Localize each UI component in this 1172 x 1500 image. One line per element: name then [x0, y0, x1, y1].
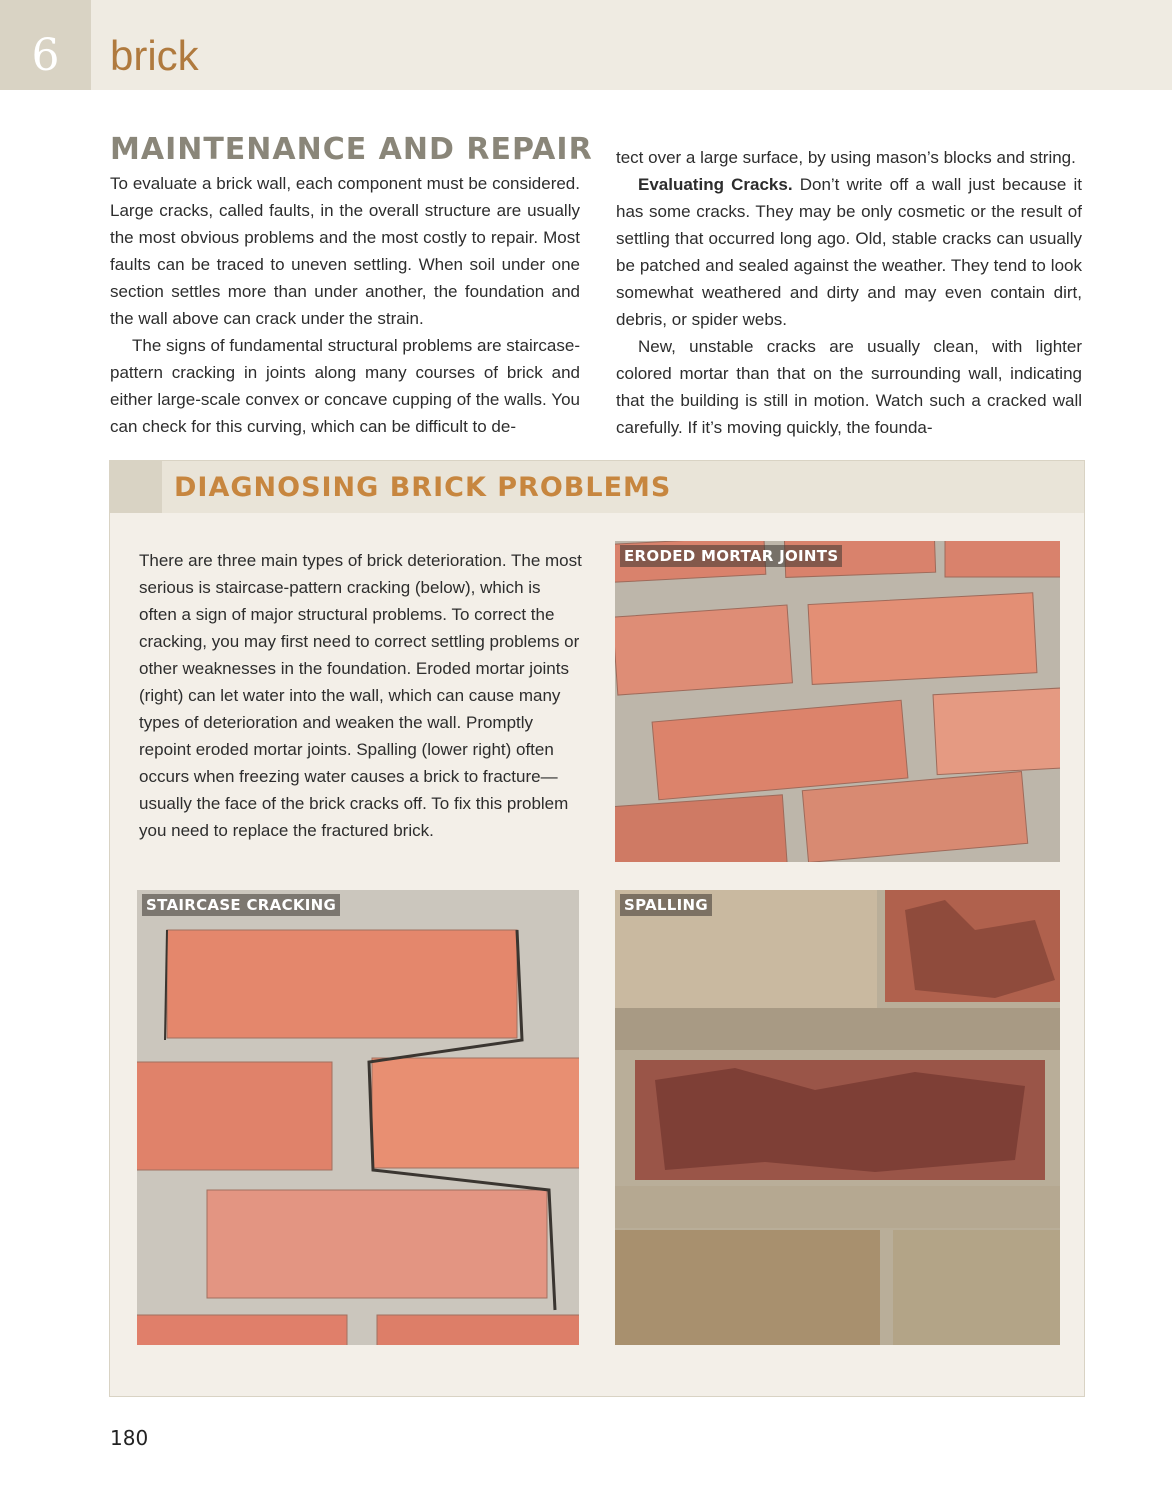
section-title: MAINTENANCE AND REPAIR	[110, 132, 593, 167]
sidebar-title: DIAGNOSING BRICK PROBLEMS	[174, 472, 672, 503]
run-in-heading: Evaluating Cracks.	[638, 175, 793, 194]
staircase-cracking-illustration	[137, 890, 579, 1345]
spalling-photo	[615, 890, 1060, 1345]
sidebar-header	[110, 461, 1084, 513]
paragraph-body: Don’t write off a wall just because it has some cracks. They may be only cosmetic or the result of settling that occurred long ago. Old, stable cracks can usually be patched and sealed against the weather. They tend to look somewhat weathered and dirty and may even contain dirt, debris, or spider webs.	[616, 175, 1082, 329]
eroded-mortar-photo	[615, 541, 1060, 862]
photo-label: ERODED MORTAR JOINTS	[620, 545, 842, 567]
photo-label: SPALLING	[620, 894, 712, 916]
paragraph: The signs of fundamental structural problems are staircase-pattern cracking in joints along many courses of brick and either large-scale convex or concave cupping of the walls. You can check for this curving, which can be difficult to de-	[110, 336, 580, 436]
chapter-header	[0, 0, 1172, 90]
page-number: 180	[110, 1426, 149, 1450]
sidebar-text	[139, 547, 583, 844]
photo-label: STAIRCASE CRACKING	[142, 894, 340, 916]
paragraph: There are three main types of brick deterioration. The most serious is staircase-pattern cracking (below), which is often a sign of major structural problems. To correct the cracking, you may first need to correct settling problems or other weaknesses in the foundation. Eroded mortar joints (right) can let water into the wall, which can cause many types of deterioration and weaken the wall. Promptly repoint eroded mortar joints. Spalling (lower right) often occurs when freezing water causes a brick to fracture—usually the face of the brick cracks off. To fix this problem you need to replace the fractured brick.	[139, 551, 582, 840]
sidebar-header-tab	[110, 461, 162, 513]
paragraph: New, unstable cracks are usually clean, with lighter colored mortar than that on the surrounding wall, indicating that the building is still in motion. Watch such a cracked wall carefully. If it’s moving quickly, the founda-	[616, 337, 1082, 437]
eroded-mortar-illustration	[615, 541, 1060, 862]
paragraph: tect over a large surface, by using mason’s blocks and string.	[616, 148, 1076, 167]
paragraph: To evaluate a brick wall, each component must be considered. Large cracks, called faults, in the overall structure are usually the most obvious problems and the most costly to repair. Most faults can be traced to uneven settling. When soil under one section settles more than under another, the foundation and the wall above can crack under the strain.	[110, 174, 580, 328]
spalling-illustration	[615, 890, 1060, 1345]
staircase-cracking-photo	[137, 890, 579, 1345]
chapter-number-box	[0, 0, 91, 90]
chapter-title: brick	[110, 32, 199, 79]
article-right-column	[616, 144, 1082, 441]
paragraph	[616, 171, 1082, 333]
article-left-column	[110, 170, 580, 440]
chapter-number: 6	[31, 30, 60, 81]
